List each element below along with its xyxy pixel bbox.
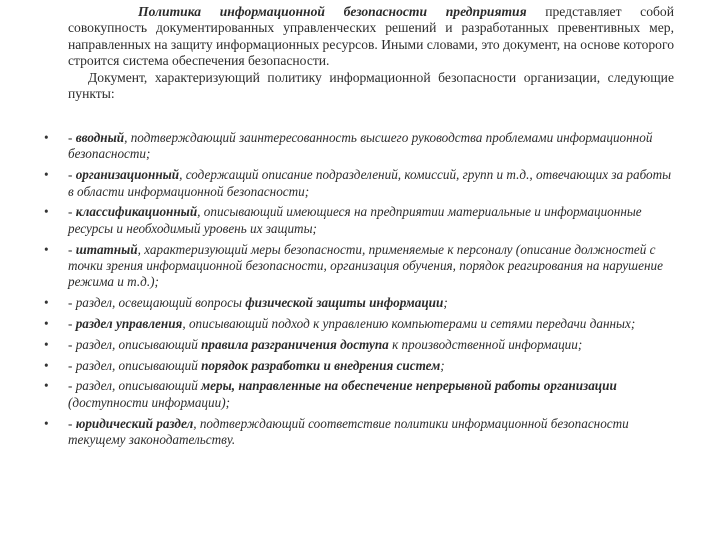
list-item — [68, 242, 674, 291]
list-item — [68, 358, 674, 374]
item-description: (доступности информации); — [68, 394, 230, 410]
item-description: , описывающий подход к управлению компьютерами и сетями передачи данных; — [182, 316, 636, 332]
item-description: , подтверждающий заинтересованность высшего руководства проблемами информационной безопасности; — [68, 130, 653, 162]
item-prefix: - — [68, 241, 76, 257]
item-prefix: - раздел, освещающий вопросы — [68, 295, 246, 311]
item-term: вводный — [75, 130, 125, 145]
item-prefix: - — [68, 130, 76, 145]
item-term: физической защиты информации — [245, 295, 444, 311]
item-term: порядок разработки и внедрения систем — [201, 357, 441, 373]
list-item — [68, 337, 674, 353]
item-prefix: - — [68, 167, 76, 183]
item-description: ; — [443, 295, 448, 311]
item-prefix: - — [68, 204, 76, 220]
list-item — [68, 378, 674, 411]
item-term: меры, направленные на обеспечение непрерывной работы организации — [201, 378, 617, 394]
intro-text — [68, 4, 674, 102]
policy-sections-list — [68, 130, 674, 453]
item-description: , содержащий описание подразделений, комиссий, групп и т.д., отвечающих за работы в области информационной безопасности; — [68, 167, 672, 199]
item-prefix: - раздел, описывающий — [68, 378, 202, 394]
policy-term: Политика информационной безопасности предприятия — [138, 4, 527, 19]
item-prefix: - — [68, 316, 76, 332]
item-term: штатный — [75, 241, 138, 257]
item-description: , описывающий имеющиеся на предприятии материальные и информационные ресурсы и необходимый уровень их защиты; — [68, 204, 642, 236]
list-item — [68, 204, 674, 237]
item-term: организационный — [75, 167, 180, 183]
item-term: правила разграничения доступа — [201, 336, 389, 352]
list-item — [68, 295, 674, 311]
item-term: юридический раздел — [75, 415, 194, 431]
intro-paragraph — [68, 4, 674, 70]
item-prefix: - раздел, описывающий — [68, 336, 202, 352]
item-prefix: - — [68, 415, 76, 431]
list-item — [68, 316, 674, 332]
document-description: Документ, характеризующий политику информационной безопасности организации, следующие пункты: — [68, 69, 674, 102]
item-term: раздел управления — [75, 316, 183, 332]
item-prefix: - раздел, описывающий — [68, 357, 202, 373]
list-item — [68, 167, 674, 200]
list-item — [68, 130, 674, 163]
item-description: к производственной информации; — [388, 336, 583, 352]
policy-definition: представляет собой совокупность документированных управленческих решений и разработанных превентивных мер, направленных на защиту информационных ресурсов. Иными словами, это документ, на основе которого строится система обеспечения безопасности. — [68, 4, 674, 69]
item-description: ; — [440, 357, 445, 373]
item-description: , подтверждающий соответствие политики информационной безопасности текущему законодательству. — [68, 415, 629, 448]
item-description: , характеризующий меры безопасности, применяемые к персоналу (описание должностей с точки зрения информационной безопасности, организация обучения, порядок реагирования на нарушение режима и т.д.); — [68, 241, 663, 290]
list-item — [68, 416, 674, 449]
item-term: классификационный — [75, 204, 198, 220]
